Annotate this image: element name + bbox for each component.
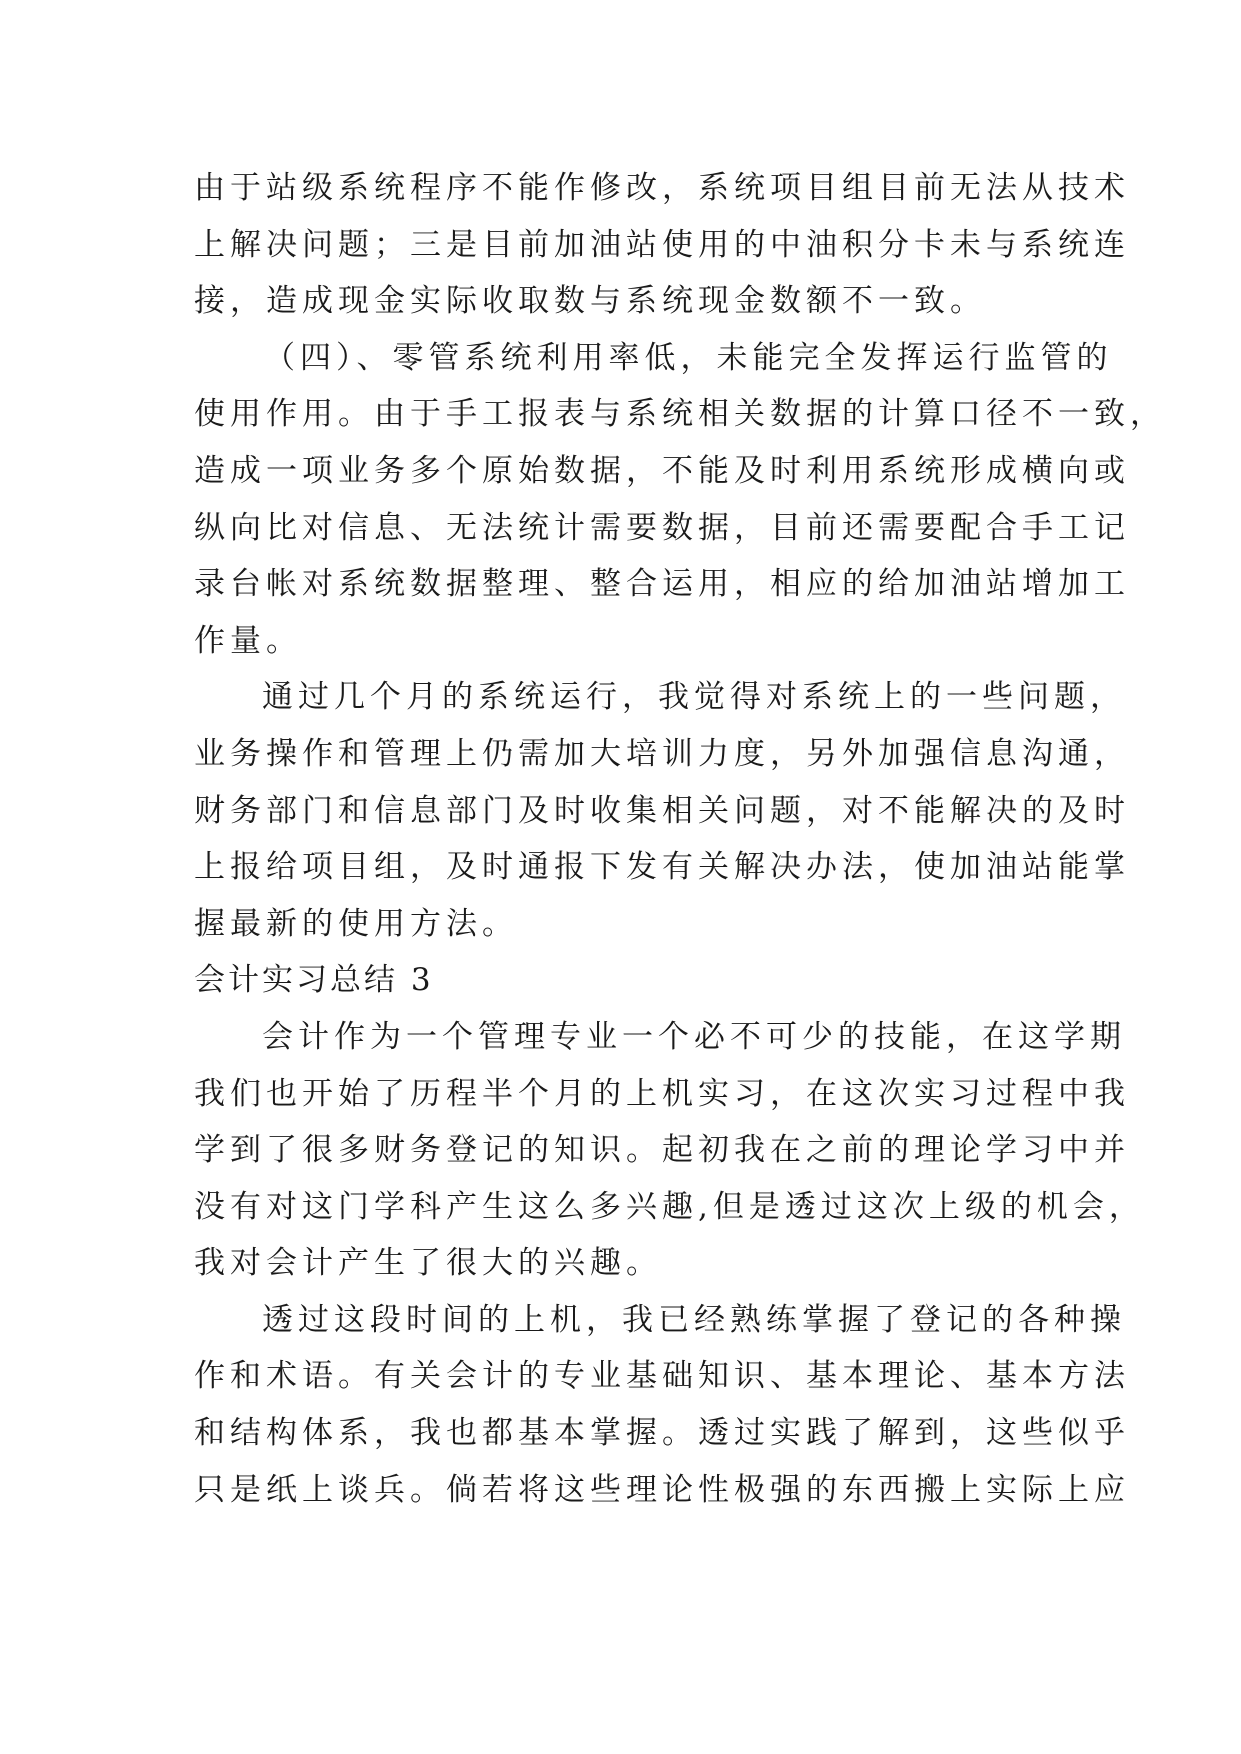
text-line: 财务部门和信息部门及时收集相关问题，对不能解决的及时 — [194, 792, 1130, 829]
text-line: 接，造成现金实际收取数与系统现金数额不一致。 — [194, 283, 986, 320]
text-line: 我们也开始了历程半个月的上机实习，在这次实习过程中我 — [194, 1075, 1130, 1112]
text-line: 和结构体系，我也都基本掌握。透过实践了解到，这些似乎 — [194, 1415, 1130, 1452]
text-line: 只是纸上谈兵。倘若将这些理论性极强的东西搬上实际上应 — [194, 1471, 1130, 1508]
text-line: 由于站级系统程序不能作修改，系统项目组目前无法从技术 — [194, 170, 1130, 206]
text-line: 使用作用。由于手工报表与系统相关数据的计算口径不一致， — [194, 396, 1166, 433]
section-heading: 会计实习总结 3 — [194, 962, 434, 999]
text-line: 握最新的使用方法。 — [194, 905, 518, 942]
text-line: 透过这段时间的上机，我已经熟练掌握了登记的各种操 — [262, 1301, 1126, 1338]
text-line: 没有对这门学科产生这么多兴趣,但是透过这次上级的机会， — [194, 1188, 1145, 1225]
text-line: 我对会计产生了很大的兴趣。 — [194, 1245, 662, 1282]
text-line: 作和术语。有关会计的专业基础知识、基本理论、基本方法 — [194, 1358, 1130, 1395]
text-line: 上解决问题；三是目前加油站使用的中油积分卡未与系统连 — [194, 226, 1130, 263]
text-line: （四）、零管系统利用率低，未能完全发挥运行监管的 — [264, 339, 1113, 376]
text-line: 业务操作和管理上仍需加大培训力度，另外加强信息沟通， — [194, 735, 1130, 772]
text-line: 造成一项业务多个原始数据，不能及时利用系统形成横向或 — [194, 452, 1130, 489]
text-line: 作量。 — [194, 622, 302, 659]
text-line: 学到了很多财务登记的知识。起初我在之前的理论学习中并 — [194, 1132, 1130, 1169]
document-body — [194, 160, 1166, 1518]
text-line: 通过几个月的系统运行，我觉得对系统上的一些问题， — [262, 679, 1126, 716]
text-line: 录台帐对系统数据整理、整合运用，相应的给加油站增加工 — [194, 566, 1130, 603]
text-line: 上报给项目组，及时通报下发有关解决办法，使加油站能掌 — [194, 849, 1130, 886]
text-line: 会计作为一个管理专业一个必不可少的技能，在这学期 — [262, 1018, 1126, 1055]
text-line: 纵向比对信息、无法统计需要数据，目前还需要配合手工记 — [194, 509, 1130, 546]
